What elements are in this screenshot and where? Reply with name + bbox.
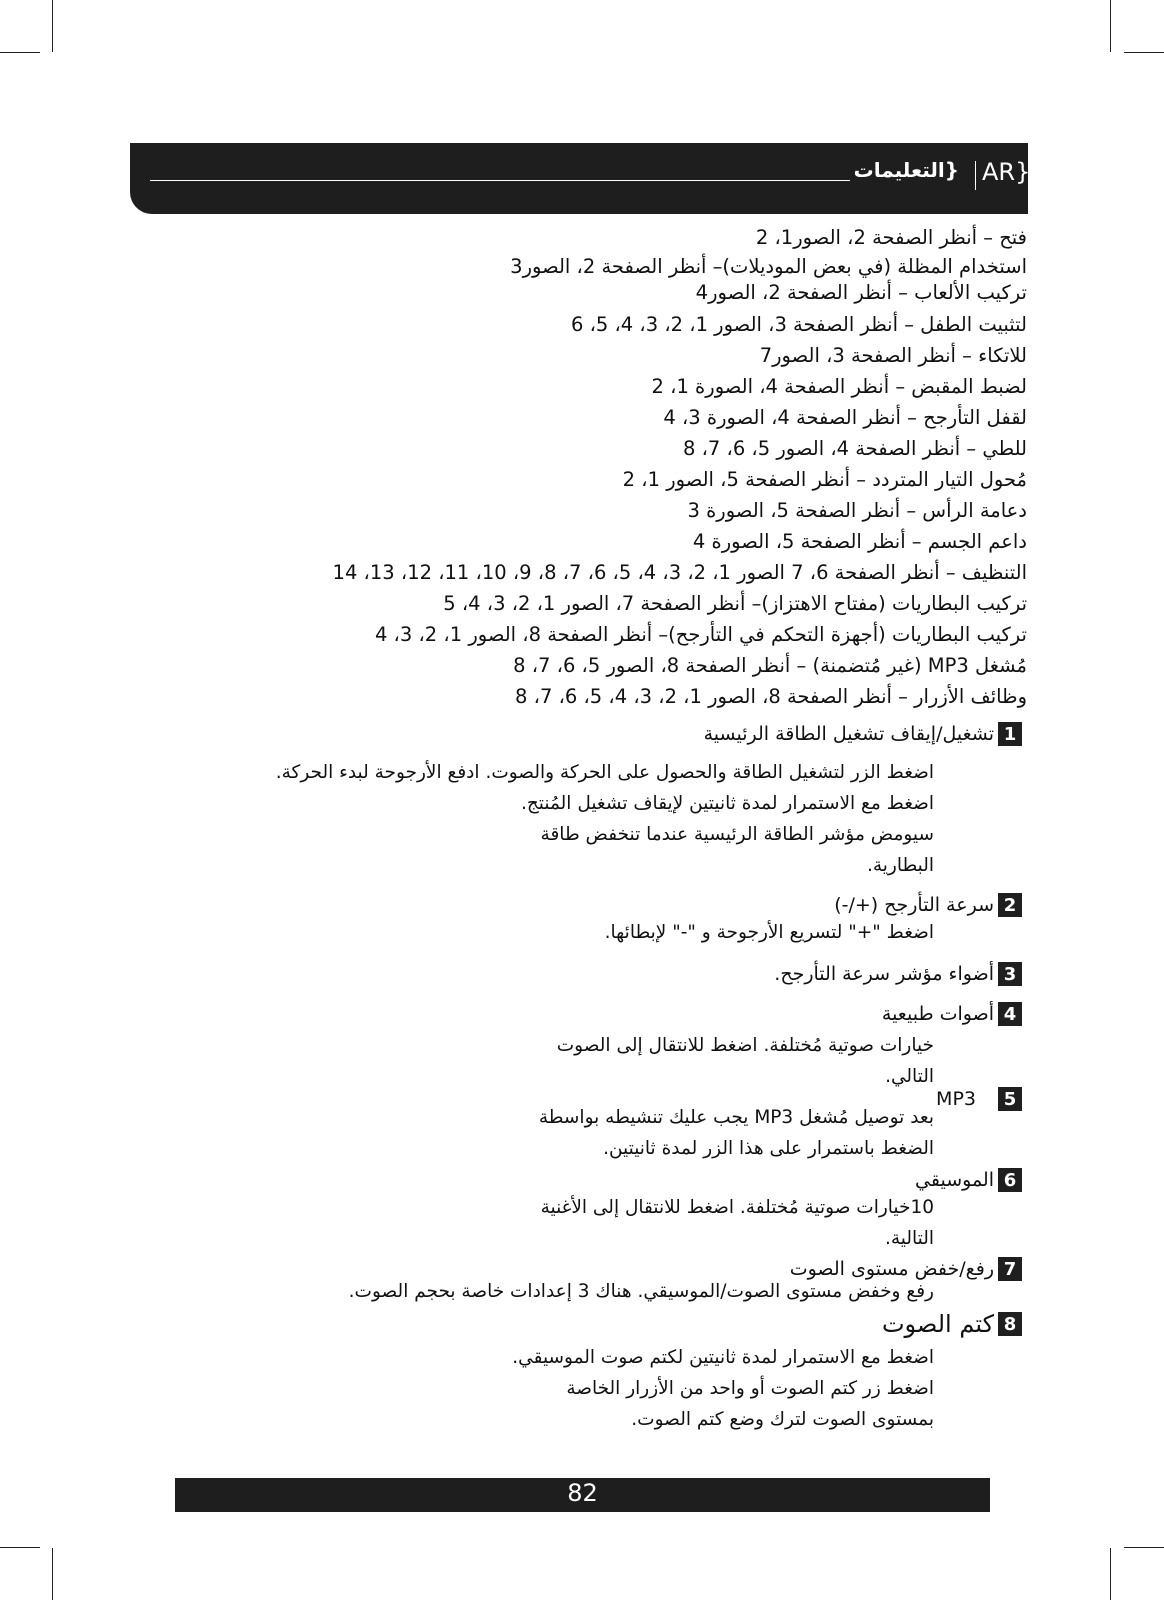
section-heading (704, 722, 1022, 746)
section-text: اضغط مع الاستمرار لمدة ثانيتين لإيقاف تشغيل المُنتج. (520, 793, 934, 814)
section-number: 7 (998, 1257, 1022, 1281)
section-text: التالي. (885, 1066, 934, 1087)
crop-mark (52, 1548, 53, 1600)
reference-line: فتح – أنظر الصفحة 2، الصور1، 2 (755, 226, 1027, 249)
section-title: تشغيل/إيقاف تشغيل الطاقة الرئيسية (703, 723, 994, 745)
reference-line: للاتكاء – أنظر الصفحة 3، الصور7 (759, 344, 1027, 367)
section-text: بمستوى الصوت لترك وضع كتم الصوت. (631, 1409, 934, 1430)
section-number: 8 (998, 1312, 1022, 1336)
reference-line: استخدام المظلة (في بعض الموديلات)– أنظر الصفحة 2، الصور3 (510, 255, 1027, 278)
section-number: 5 (998, 1087, 1022, 1111)
section-number: 3 (998, 962, 1022, 986)
crop-mark (1124, 1547, 1164, 1548)
section-text: خيارات صوتية مُختلفة. اضغط للانتقال إلى الصوت (556, 1035, 934, 1056)
crop-mark (1124, 52, 1164, 53)
section-number: 6 (998, 1168, 1022, 1192)
section-heading (915, 1168, 1022, 1192)
section-text: رفع وخفض مستوى الصوت/الموسيقي. هناك 3 إعدادات خاصة بحجم الصوت. (348, 1281, 934, 1302)
reference-line: تركيب الألعاب – أنظر الصفحة 2، الصور4 (695, 281, 1027, 304)
section-text: اضغط مع الاستمرار لمدة ثانيتين لكتم صوت الموسيقي. (512, 1347, 934, 1368)
section-title: سرعة التأرجح (+/-) (834, 894, 994, 916)
section-heading (882, 1310, 1022, 1338)
section-number: 4 (998, 1002, 1022, 1026)
header-rule (150, 180, 850, 181)
footer-bar (175, 1478, 990, 1512)
section-heading (774, 962, 1022, 986)
reference-line: تركيب البطاريات (مفتاح الاهتزاز)– أنظر الصفحة 7، الصور 1، 2، 3، 4، 5 (443, 592, 1027, 615)
reference-line: داعم الجسم – أنظر الصفحة 5، الصورة 4 (692, 530, 1027, 553)
reference-line: لقفل التأرجح – أنظر الصفحة 4، الصورة 3، 4 (663, 406, 1027, 429)
section-title: الموسيقي (915, 1169, 994, 1191)
crop-mark (0, 1547, 40, 1548)
crop-mark (1110, 1548, 1111, 1600)
crop-mark (52, 0, 53, 52)
section-title: كتم الصوت (881, 1310, 994, 1338)
section-heading (936, 1087, 1022, 1111)
section-text: التالية. (884, 1228, 934, 1249)
page-number: 82 (567, 1479, 598, 1507)
header-divider (975, 161, 976, 190)
section-number: 1 (998, 722, 1022, 746)
section-text: 10خيارات صوتية مُختلفة. اضغط للانتقال إلى الأغنية (540, 1197, 934, 1218)
reference-line: وظائف الأزرار – أنظر الصفحة 8، الصور 1، 2، 3، 4، 5، 6، 7، 8 (515, 685, 1027, 708)
reference-line: مُشغل MP3 (غير مُتضمنة) – أنظر الصفحة 8، الصور 5، 6، 7، 8 (513, 654, 1027, 677)
section-text: اضغط زر كتم الصوت أو واحد من الأزرار الخاصة (566, 1378, 934, 1399)
section-title: أضواء مؤشر سرعة التأرجح. (774, 963, 994, 985)
reference-line: لضبط المقبض – أنظر الصفحة 4، الصورة 1، 2 (651, 375, 1027, 398)
reference-line: لتثبيت الطفل – أنظر الصفحة 3، الصور 1، 2، 3، 4، 5، 6 (570, 313, 1027, 336)
section-heading (882, 1002, 1022, 1026)
section-text: اضغط الزر لتشغيل الطاقة والحصول على الحركة والصوت. ادفع الأرجوحة لبدء الحركة. (275, 762, 934, 783)
reference-line: التنظيف – أنظر الصفحة 6، 7 الصور 1، 2، 3، 4، 5، 6، 7، 8، 9، 10، 11، 12، 13، 14 (332, 561, 1027, 584)
section-text: سيومض مؤشر الطاقة الرئيسية عندما تنخفض طاقة (540, 824, 934, 845)
section-title: أصوات طبيعية (881, 1003, 994, 1025)
section-text: الضغط باستمرار على هذا الزر لمدة ثانيتين. (603, 1138, 934, 1159)
reference-line: للطي – أنظر الصفحة 4، الصور 5، 6، 7، 8 (682, 437, 1027, 460)
section-text: البطارية. (866, 855, 934, 876)
section-number: 2 (998, 893, 1022, 917)
reference-line: مُحول التيار المتردد – أنظر الصفحة 5، الصور 1، 2 (622, 468, 1027, 491)
reference-line: تركيب البطاريات (أجهزة التحكم في التأرجح)– أنظر الصفحة 8، الصور 1، 2، 3، 4 (374, 623, 1027, 646)
section-text: بعد توصيل مُشغل MP3 يجب عليك تنشيطه بواسطة (538, 1107, 934, 1128)
crop-mark (1110, 0, 1111, 52)
language-code: AR} (982, 158, 1031, 186)
section-text: اضغط "+" لتسريع الأرجوحة و "-" لإبطائها. (604, 922, 934, 943)
header-title: {التعليمات (853, 158, 959, 182)
reference-line: دعامة الرأس – أنظر الصفحة 5، الصورة 3 (687, 499, 1027, 522)
section-title: MP3 (936, 1088, 976, 1110)
section-title: رفع/خفض مستوى الصوت (789, 1258, 994, 1280)
crop-mark (0, 52, 40, 53)
section-heading (834, 893, 1022, 917)
